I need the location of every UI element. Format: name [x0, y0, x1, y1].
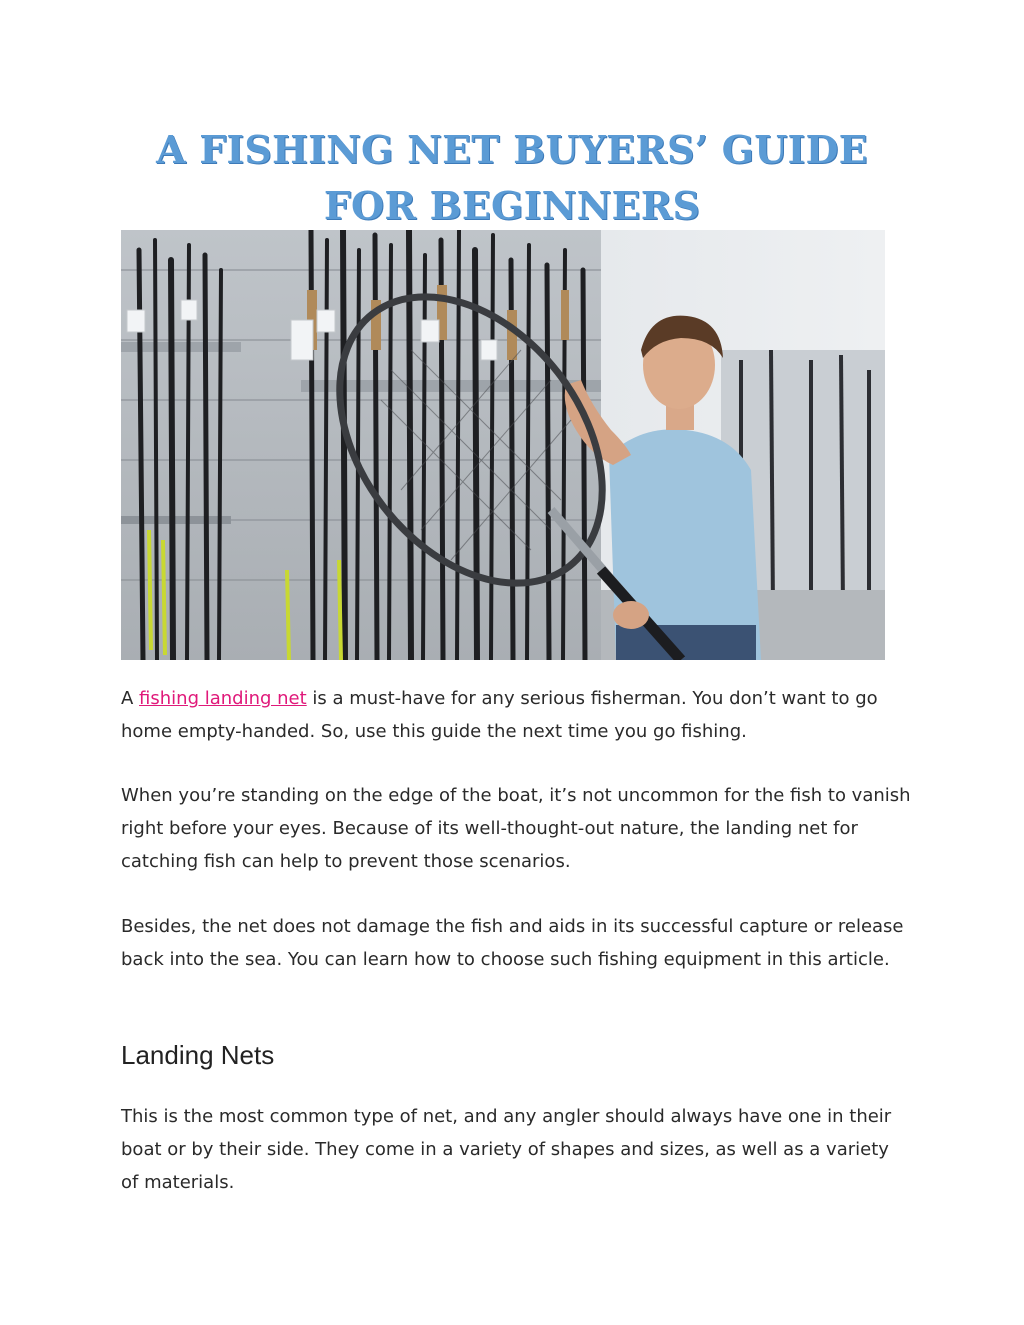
section-heading-landing-nets: Landing Nets	[121, 1040, 275, 1070]
fishing-landing-net-link[interactable]: fishing landing net	[139, 688, 307, 709]
title-line-1: A FISHING NET BUYERS’ GUIDE	[156, 127, 868, 172]
intro-prefix: A	[121, 688, 140, 709]
intro-suffix: is a must-have for any serious fisherman. You don’t want to go home empty-handed. So, use this guide the next time you go fishing.	[121, 688, 878, 742]
fishing-store-photo	[121, 230, 885, 660]
title-line-2: FOR BEGINNERS	[323, 183, 701, 228]
page-title	[0, 122, 1024, 234]
intro-paragraph	[121, 682, 911, 748]
paragraph-3: Besides, the net does not damage the fish and aids in its successful capture or release back into the sea. You can learn how to choose such fishing equipment in this article.	[121, 916, 904, 970]
paragraph-4: This is the most common type of net, and any angler should always have one in their boat or by their side. They come in a variety of shapes and sizes, as well as a variety of materials.	[121, 1106, 892, 1193]
paragraph-2: When you’re standing on the edge of the boat, it’s not uncommon for the fish to vanish right before your eyes. Because of its well-thought-out nature, the landing net for catching fish can help to prevent those scenarios.	[121, 785, 911, 872]
